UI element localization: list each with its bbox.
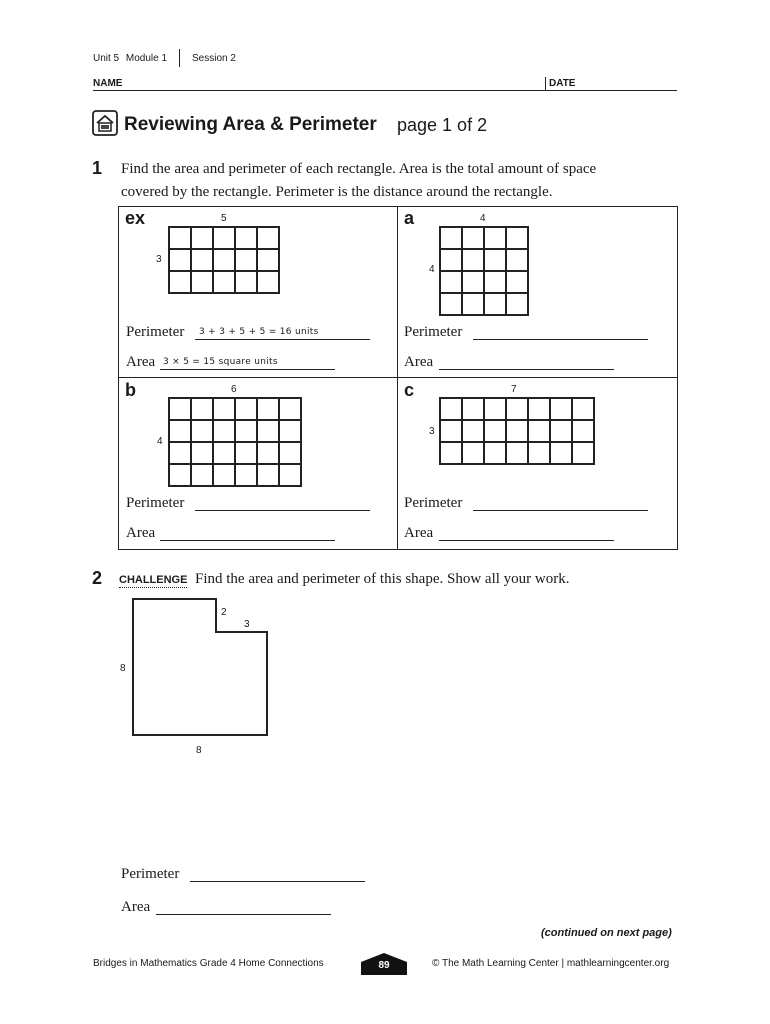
continued-note: (continued on next page) (541, 927, 672, 939)
cell-ex-perimeter-answer: 3 + 3 + 5 + 5 = 16 units (199, 327, 319, 337)
q2-area-label: Area (121, 899, 151, 915)
cell-ex-area-line (160, 369, 335, 370)
cell-ex-perimeter-line (195, 339, 370, 340)
cell-a-height-label: 4 (429, 264, 435, 275)
table-horizontal-divider (118, 377, 678, 378)
cell-ex-perimeter-label: Perimeter (126, 324, 185, 340)
cell-b-letter: b (125, 380, 136, 400)
cell-c-width-label: 7 (511, 384, 517, 395)
cell-a-area-line[interactable] (439, 369, 614, 370)
cell-c-area-label: Area (404, 525, 434, 541)
cell-b-perimeter-label: Perimeter (126, 495, 185, 511)
session-label: Session 2 (192, 53, 236, 64)
home-connection-icon (92, 110, 118, 136)
cell-c-perimeter-line[interactable] (473, 510, 648, 511)
cell-a-width-label: 4 (480, 213, 486, 224)
question-1-prompt-line2: covered by the rectangle. Perimeter is the distance around the rectangle. (121, 184, 553, 200)
footer-right: © The Math Learning Center | mathlearningcenter.org (432, 958, 670, 969)
page-number-badge (361, 953, 407, 975)
header-divider (179, 49, 180, 67)
challenge-badge: CHALLENGE (119, 574, 188, 586)
question-2-prompt: Find the area and perimeter of this shape. Show all your work. (195, 571, 570, 587)
cell-a-letter: a (404, 208, 415, 228)
name-line[interactable] (93, 90, 677, 91)
unit-module-label (93, 53, 167, 64)
cell-b-height-label: 4 (157, 436, 163, 447)
q2-area-line[interactable] (156, 914, 331, 915)
page-indicator: page 1 of 2 (397, 115, 488, 135)
cell-b-grid (168, 397, 302, 487)
shape-bottom-side-label: 8 (196, 745, 202, 756)
unit-label: Unit 5 (93, 53, 120, 64)
cell-ex-area-answer: 3 × 5 = 15 square units (163, 357, 278, 367)
cell-c-grid (439, 397, 595, 465)
cell-b-area-label: Area (126, 525, 156, 541)
shape-notch-height-label: 3 (244, 619, 250, 630)
cell-b-perimeter-line[interactable] (195, 510, 370, 511)
shape-notch-width-label: 2 (221, 607, 227, 618)
cell-a-area-label: Area (404, 354, 434, 370)
q2-perimeter-line[interactable] (190, 881, 365, 882)
question-2-number: 2 (92, 568, 103, 588)
cell-b-area-line[interactable] (160, 540, 335, 541)
cell-c-area-line[interactable] (439, 540, 614, 541)
footer-left: Bridges in Mathematics Grade 4 Home Connections (93, 958, 324, 969)
cell-ex-width-label: 5 (221, 213, 227, 224)
question-1-number: 1 (92, 158, 103, 178)
cell-c-letter: c (404, 380, 415, 400)
cell-ex-letter: ex (125, 208, 146, 228)
name-label: NAME (93, 78, 123, 89)
cell-ex-height-label: 3 (156, 254, 162, 265)
cell-ex-area-label: Area (126, 354, 156, 370)
q2-perimeter-label: Perimeter (121, 866, 180, 882)
cell-a-perimeter-label: Perimeter (404, 324, 463, 340)
module-label: Module 1 (125, 53, 168, 64)
page-title: Reviewing Area & Perimeter (124, 114, 377, 135)
challenge-shape (110, 595, 290, 765)
date-label: DATE (549, 78, 576, 89)
table-vertical-divider (397, 206, 398, 550)
cell-c-perimeter-label: Perimeter (404, 495, 463, 511)
cell-c-height-label: 3 (429, 426, 435, 437)
cell-a-grid (439, 226, 529, 316)
cell-b-width-label: 6 (231, 384, 237, 395)
date-divider (545, 77, 546, 90)
cell-ex-grid (168, 226, 280, 294)
shape-left-side-label: 8 (120, 663, 126, 674)
question-1-prompt-line1: Find the area and perimeter of each rectangle. Area is the total amount of space (121, 161, 597, 177)
page-number: 89 (378, 960, 390, 971)
cell-a-perimeter-line[interactable] (473, 339, 648, 340)
